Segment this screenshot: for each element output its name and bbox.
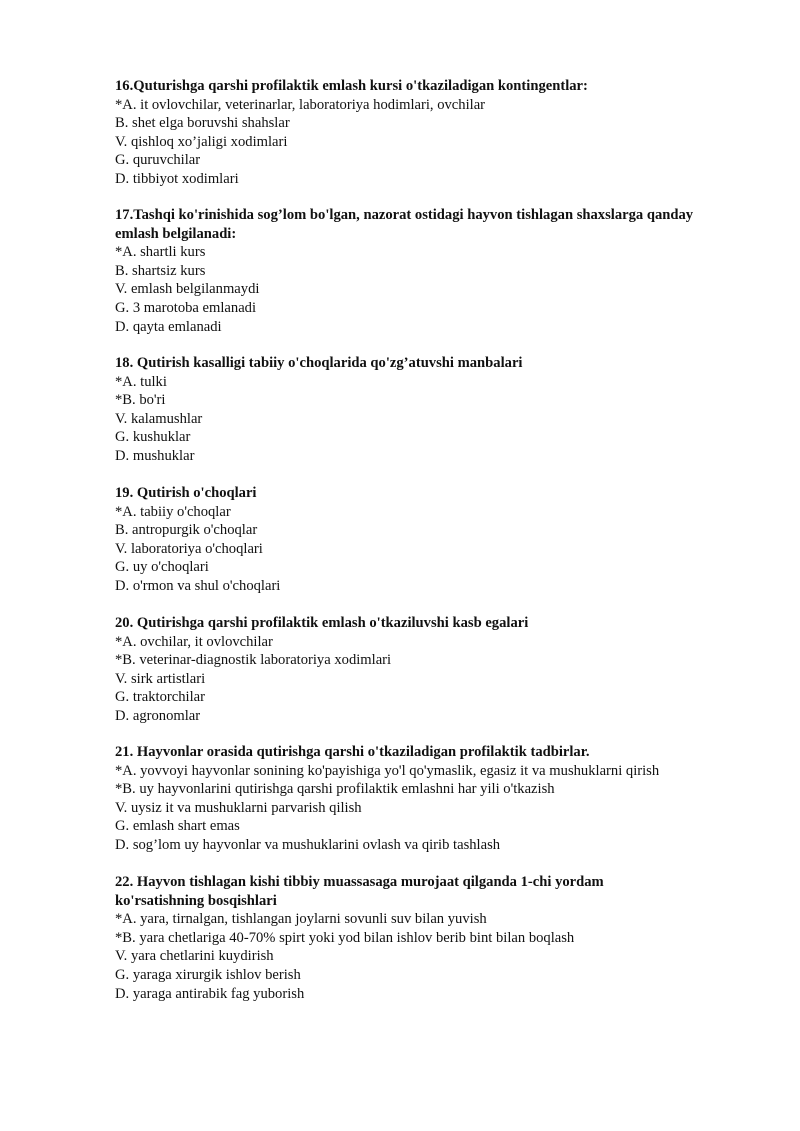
option-g: G. quruvchilar	[115, 152, 201, 169]
option-b: *B. veterinar-diagnostik laboratoriya xodimlari	[115, 652, 392, 669]
option-a: *A. yovvoyi hayvonlar sonining ko'payishiga yo'l qo'ymaslik, egasiz it va mushuklarni qirish	[115, 762, 660, 779]
option-a: *A. it ovlovchilar, veterinarlar, laboratoriya hodimlari, ovchilar	[115, 96, 486, 113]
option-g: G. traktorchilar	[115, 689, 205, 706]
answer-options	[115, 373, 745, 466]
option-d: D. yaraga antirabik fag yuborish	[115, 985, 305, 1002]
option-b: *B. bo'ri	[115, 392, 166, 409]
question-19	[115, 484, 745, 596]
option-b: B. antropurgik o'choqlar	[115, 522, 258, 539]
option-g: G. yaraga xirurgik ishlov berish	[115, 966, 301, 983]
answer-options	[115, 96, 745, 189]
option-g: G. kushuklar	[115, 429, 191, 446]
option-a: *A. yara, tirnalgan, tishlangan joylarni sovunli suv bilan yuvish	[115, 911, 487, 928]
question-title: 20. Qutirishga qarshi profilaktik emlash o'tkaziluvshi kasb egalari	[115, 615, 529, 631]
option-g: G. uy o'choqlari	[115, 559, 209, 576]
question-16	[115, 77, 745, 189]
option-a: *A. tabiiy o'choqlar	[115, 503, 231, 520]
option-g: G. 3 marotoba emlanadi	[115, 299, 257, 316]
question-22	[115, 873, 745, 1003]
option-v: V. emlash belgilanmaydi	[115, 281, 260, 298]
option-b: B. shet elga boruvshi shahslar	[115, 115, 290, 132]
option-a: *A. ovchilar, it ovlovchilar	[115, 633, 273, 650]
option-v: V. qishloq xo’jaligi xodimlari	[115, 133, 288, 150]
option-v: V. uysiz it va mushuklarni parvarish qilish	[115, 799, 362, 816]
option-b: *B. yara chetlariga 40-70% spirt yoki yod bilan ishlov berib bint bilan boqlash	[115, 929, 575, 946]
option-d: D. tibbiyot xodimlari	[115, 170, 239, 187]
question-21	[115, 743, 745, 855]
option-b: B. shartsiz kurs	[115, 262, 206, 279]
option-d: D. o'rmon va shul o'choqlari	[115, 577, 281, 594]
option-v: V. laboratoriya o'choqlari	[115, 540, 263, 557]
option-a: *A. tulki	[115, 373, 167, 390]
option-v: V. kalamushlar	[115, 410, 203, 427]
option-d: D. qayta emlanadi	[115, 318, 222, 335]
question-18	[115, 354, 745, 466]
answer-options	[115, 243, 745, 336]
option-d: D. mushuklar	[115, 447, 195, 464]
answer-options	[115, 503, 745, 596]
question-title: 22. Hayvon tishlagan kishi tibbiy muassasaga murojaat qilganda 1-chi yordam ko'rsatishning bosqishlari	[115, 874, 604, 909]
question-title: 21. Hayvonlar orasida qutirishga qarshi o'tkaziladigan profilaktik tadbirlar.	[115, 744, 590, 760]
option-d: D. agronomlar	[115, 707, 201, 724]
answer-options	[115, 633, 745, 726]
question-title: 19. Qutirish o'choqlari	[115, 485, 257, 501]
answer-options	[115, 762, 745, 855]
option-v: V. yara chetlarini kuydirish	[115, 948, 274, 965]
question-title: 18. Qutirish kasalligi tabiiy o'choqlarida qo'zg’atuvshi manbalari	[115, 355, 523, 371]
question-title: 17.Tashqi ko'rinishida sog’lom bo'lgan, nazorat ostidagi hayvon tishlagan shaxslarga qanday emlash belgilanadi:	[115, 207, 694, 242]
answer-options	[115, 910, 745, 1003]
option-b: *B. uy hayvonlarini qutirishga qarshi profilaktik emlashni har yili o'tkazish	[115, 781, 555, 798]
option-a: *A. shartli kurs	[115, 244, 206, 261]
option-d: D. sog’lom uy hayvonlar va mushuklarini ovlash va qirib tashlash	[115, 836, 501, 853]
option-g: G. emlash shart emas	[115, 818, 240, 835]
question-20	[115, 614, 745, 726]
question-17	[115, 206, 745, 336]
question-title: 16.Quturishga qarshi profilaktik emlash kursi o'tkaziladigan kontingentlar:	[115, 78, 588, 94]
option-v: V. sirk artistlari	[115, 670, 206, 687]
